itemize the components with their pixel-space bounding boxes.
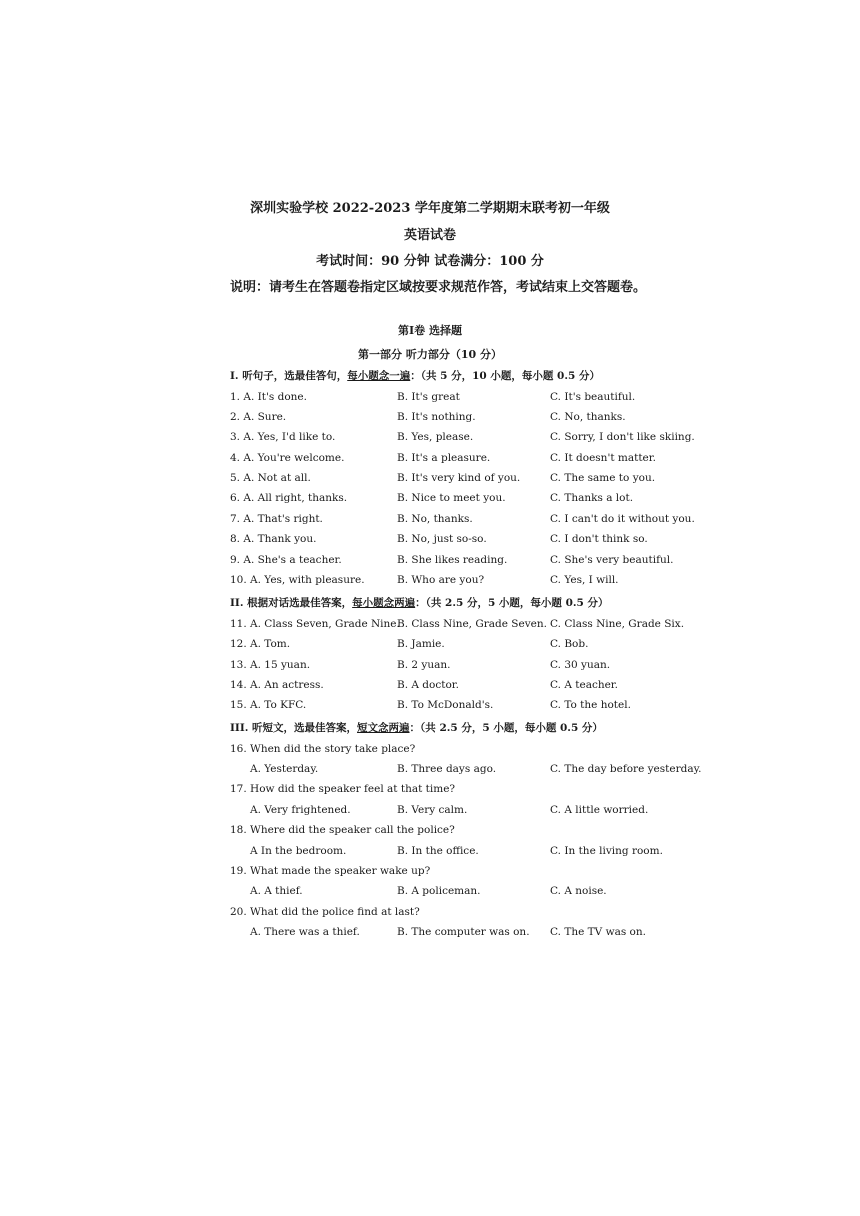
question-row: [0, 845, 860, 861]
question-row: [0, 679, 860, 695]
question-row: [0, 699, 860, 715]
option-a: 6. A. All right, thanks.: [230, 492, 348, 504]
option-a: 14. A. An actress.: [230, 679, 324, 691]
option-a: 10. A. Yes, with pleasure.: [230, 574, 365, 586]
section-2-heading: [230, 595, 609, 610]
option-c: C. It's beautiful.: [550, 391, 636, 403]
option-b: B. In the office.: [397, 845, 479, 857]
question-row: [0, 554, 860, 570]
option-a: A. Yesterday.: [250, 763, 319, 775]
question-stem: 18. Where did the speaker call the police?: [230, 824, 455, 836]
option-a: 3. A. Yes, I'd like to.: [230, 431, 336, 443]
option-b: B. She likes reading.: [397, 554, 508, 566]
option-a: 7. A. That's right.: [230, 513, 323, 525]
question-stem: 20. What did the police find at last?: [230, 906, 420, 918]
option-a: 13. A. 15 yuan.: [230, 659, 311, 671]
option-a: 1. A. It's done.: [230, 391, 307, 403]
option-a: 11. A. Class Seven, Grade Nine.: [230, 618, 400, 630]
section-3-prefix: III. 听短文，选最佳答案，: [230, 722, 358, 734]
option-c: C. To the hotel.: [550, 699, 631, 711]
option-c: C. 30 yuan.: [550, 659, 611, 671]
option-b: B. Nice to meet you.: [397, 492, 506, 504]
question-row: [0, 513, 860, 529]
option-a: 8. A. Thank you.: [230, 533, 317, 545]
question-row: [0, 574, 860, 590]
section-1-prefix: I. 听句子，选最佳答句，: [230, 370, 348, 382]
option-c: C. A teacher.: [550, 679, 619, 691]
option-c: C. I don't think so.: [550, 533, 648, 545]
section-1-heading: [230, 368, 600, 383]
option-b: B. Yes, please.: [397, 431, 474, 443]
question-row: [0, 659, 860, 675]
section-2-suffix: ：（共 2.5 分，5 小题，每小题 0.5 分）: [415, 597, 609, 609]
option-c: C. A noise.: [550, 885, 607, 897]
option-a: A. There was a thief.: [250, 926, 360, 938]
option-c: C. Bob.: [550, 638, 589, 650]
question-row: [0, 638, 860, 654]
exam-subtitle: 英语试卷: [403, 228, 456, 243]
question-row: [0, 618, 860, 634]
section-1-suffix: ：（共 5 分，10 小题，每小题 0.5 分）: [410, 370, 600, 382]
option-c: C. I can't do it without you.: [550, 513, 695, 525]
option-a: 9. A. She's a teacher.: [230, 554, 342, 566]
section-3-underlined: 短文念两遍: [357, 722, 410, 734]
section-2-prefix: II. 根据对话选最佳答案，: [230, 597, 353, 609]
option-a: A In the bedroom.: [250, 845, 347, 857]
option-b: B. Class Nine, Grade Seven.: [397, 618, 547, 630]
part-title: 第一部分 听力部分（10 分）: [358, 348, 502, 361]
section-2-underlined: 每小题念两遍: [352, 597, 416, 609]
option-b: B. Jamie.: [397, 638, 445, 650]
option-a: A. A thief.: [250, 885, 303, 897]
volume-title: 第Ⅰ卷 选择题: [398, 324, 462, 337]
option-b: B. The computer was on.: [397, 926, 530, 938]
option-c: C. A little worried.: [550, 804, 649, 816]
question-stem: 16. When did the story take place?: [230, 743, 416, 755]
question-row: [0, 533, 860, 549]
option-c: C. Thanks a lot.: [550, 492, 634, 504]
exam-time-info: 考试时间：90 分钟 试卷满分：100 分: [316, 254, 544, 269]
question-stem: 19. What made the speaker wake up?: [230, 865, 431, 877]
option-c: C. Yes, I will.: [550, 574, 619, 586]
option-c: C. In the living room.: [550, 845, 663, 857]
option-b: B. 2 yuan.: [397, 659, 451, 671]
option-b: B. Who are you?: [397, 574, 485, 586]
question-row: [0, 452, 860, 468]
option-b: B. It's nothing.: [397, 411, 476, 423]
option-b: B. It's a pleasure.: [397, 452, 491, 464]
question-row: [0, 763, 860, 779]
exam-title: 深圳实验学校 2022-2023 学年度第二学期期末联考初一年级: [250, 201, 610, 216]
option-b: B. It's great: [397, 391, 460, 403]
option-b: B. To McDonald's.: [397, 699, 494, 711]
option-a: 12. A. Tom.: [230, 638, 291, 650]
question-row: [0, 391, 860, 407]
question-row: [0, 492, 860, 508]
option-b: B. Very calm.: [397, 804, 468, 816]
option-c: C. It doesn't matter.: [550, 452, 656, 464]
question-row: [0, 885, 860, 901]
question-row: [0, 431, 860, 447]
question-row: [0, 804, 860, 820]
option-b: B. A policeman.: [397, 885, 481, 897]
option-a: 15. A. To KFC.: [230, 699, 307, 711]
option-c: C. Class Nine, Grade Six.: [550, 618, 685, 630]
option-c: C. The day before yesterday.: [550, 763, 702, 775]
option-c: C. Sorry, I don't like skiing.: [550, 431, 695, 443]
section-3-suffix: ：（共 2.5 分，5 小题，每小题 0.5 分）: [409, 722, 603, 734]
section-3-heading: [230, 720, 603, 735]
option-c: C. No, thanks.: [550, 411, 626, 423]
option-b: B. It's very kind of you.: [397, 472, 521, 484]
option-c: C. She's very beautiful.: [550, 554, 674, 566]
option-c: C. The same to you.: [550, 472, 656, 484]
exam-instructions: 说明：请考生在答题卷指定区域按要求规范作答，考试结束上交答题卷。: [230, 280, 647, 295]
option-b: B. No, thanks.: [397, 513, 473, 525]
option-c: C. The TV was on.: [550, 926, 646, 938]
question-stem: 17. How did the speaker feel at that time?: [230, 783, 456, 795]
question-row: [0, 472, 860, 488]
section-1-underlined: 每小题念一遍: [347, 370, 411, 382]
option-a: 2. A. Sure.: [230, 411, 287, 423]
option-b: B. No, just so-so.: [397, 533, 487, 545]
option-b: B. Three days ago.: [397, 763, 497, 775]
option-a: 5. A. Not at all.: [230, 472, 311, 484]
option-a: 4. A. You're welcome.: [230, 452, 345, 464]
option-b: B. A doctor.: [397, 679, 459, 691]
question-row: [0, 411, 860, 427]
option-a: A. Very frightened.: [250, 804, 351, 816]
question-row: [0, 926, 860, 942]
